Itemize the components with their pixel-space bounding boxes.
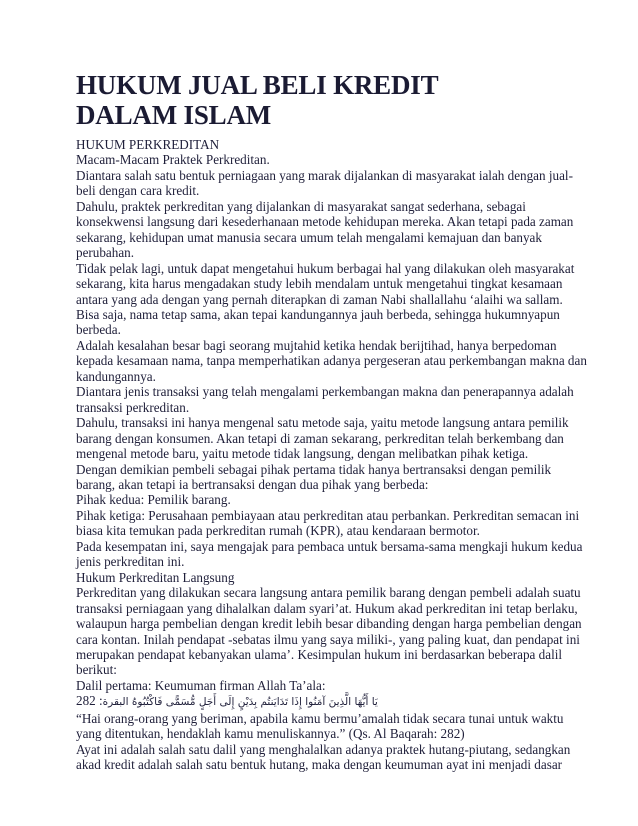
paragraph bbox=[76, 538, 583, 570]
paragraph bbox=[76, 415, 569, 462]
paragraph-line: Hukum Perkreditan Langsung bbox=[76, 569, 235, 585]
paragraph bbox=[76, 260, 575, 338]
paragraph-line: cara kontan. Inilah pendapat -sebatas ilmu yang saya miliki-, yang paling kuat, dan pendapat ini bbox=[76, 631, 580, 647]
paragraph bbox=[76, 198, 574, 261]
paragraph-line: “Hai orang-orang yang beriman, apabila kamu bermu’amalah tidak secara tunai untuk waktu bbox=[76, 710, 564, 726]
paragraph-line: Pihak ketiga: Perusahaan pembiayaan atau perkreditan atau perbankan. Perkreditan semacan ini bbox=[76, 507, 580, 523]
document-body bbox=[76, 137, 587, 773]
paragraph-group bbox=[76, 137, 587, 693]
paragraph-line: jenis perkreditan ini. bbox=[76, 554, 185, 570]
paragraph-line: transaksi perkreditan. bbox=[76, 399, 190, 415]
document-title-line: DALAM ISLAM bbox=[76, 100, 272, 130]
paragraph-line: berbeda. bbox=[76, 322, 121, 338]
paragraph-line: Dalil pertama: Keumuman firman Allah Ta’ala: bbox=[76, 677, 326, 693]
paragraph bbox=[76, 711, 566, 742]
paragraph-line: perubahan. bbox=[76, 245, 135, 261]
paragraph bbox=[76, 167, 573, 199]
paragraph-line: kandungannya. bbox=[76, 368, 156, 384]
arabic-verse: يَا أَيُّهَا الَّذِينَ آمَنُوا إِذَا تَدَايَنتُم بِدَيْنٍ إِلَى أَجَلٍ مُّسَمًّى فَاكْتُبُوهُ البقرة bbox=[102, 696, 378, 709]
paragraph bbox=[76, 492, 566, 507]
paragraph bbox=[76, 384, 574, 415]
paragraph-line: barang dengan konsumen. Akan tetapi di zaman sekarang, perkreditan telah berkembang dan bbox=[76, 430, 564, 446]
document-title bbox=[76, 70, 566, 130]
paragraph bbox=[76, 507, 580, 539]
paragraph-line: akad kredit adalah salah satu bentuk hutang, maka dengan keumuman ayat ini menjadi dasar bbox=[76, 757, 563, 773]
paragraph-line: Macam-Macam Praktek Perkreditan. bbox=[76, 152, 270, 168]
paragraph-line: HUKUM PERKREDITAN bbox=[76, 137, 220, 152]
paragraph-line: sekarang, kehidupan umat manusia secara umum telah mengalami kemajuan dan banyak bbox=[76, 229, 542, 245]
paragraph-line: antara yang ada dengan yang pernah diterapkan di zaman Nabi shallallahu ‘alaihi wa sallam. bbox=[76, 291, 563, 307]
paragraph-line: konsekwensi langsung dari kesederhanaan metode kehidupan mereka. Akan tetapi pada zaman bbox=[76, 214, 574, 230]
paragraph bbox=[76, 678, 566, 693]
paragraph-line: merupakan pendapat kebanyakan ulama’. Kesimpulan hukum ini berdasarkan beberapa dalil bbox=[76, 646, 563, 662]
paragraph-line: Adalah kesalahan besar bagi seorang mujtahid ketika hendak berijtihad, hanya berpedoman bbox=[76, 337, 557, 353]
paragraph-line: Tidak pelak lagi, untuk dapat mengetahui hukum berbagai hal yang dilakukan oleh masyarakat bbox=[76, 260, 575, 276]
paragraph-line: biasa kita temukan pada perkreditan rumah (KPR), atau kendaraan bermotor. bbox=[76, 523, 480, 539]
paragraph bbox=[76, 741, 571, 773]
paragraph-line: mengenal metode baru, yaitu metode tidak langsung, dengan melibatkan pihak ketiga. bbox=[76, 446, 529, 462]
paragraph-line: Pihak kedua: Pemilik barang. bbox=[76, 492, 231, 508]
document-title-line: HUKUM JUAL BELI KREDIT bbox=[76, 70, 439, 100]
paragraph-line: walaupun harga pembelian dengan kredit lebih besar dibanding dengan harga pembelian dengan bbox=[76, 616, 582, 632]
paragraph-line: Bisa saja, nama tetap sama, akan tepai kandungannya jauh berbeda, sehingga hukumnyapun bbox=[76, 306, 560, 322]
paragraph-line: Dengan demikian pembeli sebagai pihak pertama tidak hanya bertransaksi dengan pemilik bbox=[76, 461, 552, 477]
paragraph bbox=[76, 462, 566, 493]
paragraph bbox=[76, 152, 566, 167]
paragraph bbox=[76, 570, 566, 585]
paragraph-group bbox=[76, 710, 571, 773]
paragraph-line: berikut: bbox=[76, 662, 117, 678]
paragraph-line: sekarang, kita harus mengadakan study lebih mendalam untuk mengetahui tingkat kesamaan bbox=[76, 276, 563, 292]
paragraph-line: Diantara salah satu bentuk perniagaan yang marak dijalankan di masyarakat ialah dengan jual- bbox=[76, 167, 573, 183]
paragraph-line: kepada kesamaan nama, tanpa memperhatikan adanya pergeseran atau perkembangan makna dan bbox=[76, 353, 587, 369]
document-page bbox=[76, 70, 587, 773]
paragraph-line: barang, akan tetapi ia bertransaksi dengan dua pihak yang berbeda: bbox=[76, 476, 429, 492]
arabic-verse-line bbox=[76, 693, 566, 710]
paragraph-line: Dahulu, praktek perkreditan yang dijalankan di masyarakat sangat sederhana, sebagai bbox=[76, 198, 526, 214]
paragraph-line: Diantara jenis transaksi yang telah mengalami perkembangan makna dan penerapannya adalah bbox=[76, 384, 574, 400]
paragraph-line: Perkreditan yang dilakukan secara langsung antara pemilik barang dengan pembeli adalah suatu bbox=[76, 585, 581, 601]
paragraph-line: Pada kesempatan ini, saya mengajak para pembaca untuk bersama-sama mengkaji hukum kedua bbox=[76, 538, 583, 554]
paragraph-line: Dahulu, transaksi ini hanya mengenal satu metode saja, yaitu metode langsung antara pemilik bbox=[76, 415, 569, 431]
paragraph-line: beli dengan cara kredit. bbox=[76, 183, 200, 199]
paragraph-line: transaksi perniagaan yang dihalalkan dalam syari’at. Hukum akad perkreditan ini tetap berlaku, bbox=[76, 600, 578, 616]
paragraph-line: yang ditentukan, hendaklah kamu menuliskannya.” (Qs. Al Baqarah: 282) bbox=[76, 726, 465, 742]
paragraph-line: Ayat ini adalah salah satu dalil yang menghalalkan adanya praktek hutang-piutang, sedangkan bbox=[76, 741, 571, 757]
paragraph bbox=[76, 337, 587, 384]
verse-number: : 282 bbox=[76, 693, 103, 709]
paragraph bbox=[76, 585, 582, 678]
paragraph bbox=[76, 137, 566, 152]
